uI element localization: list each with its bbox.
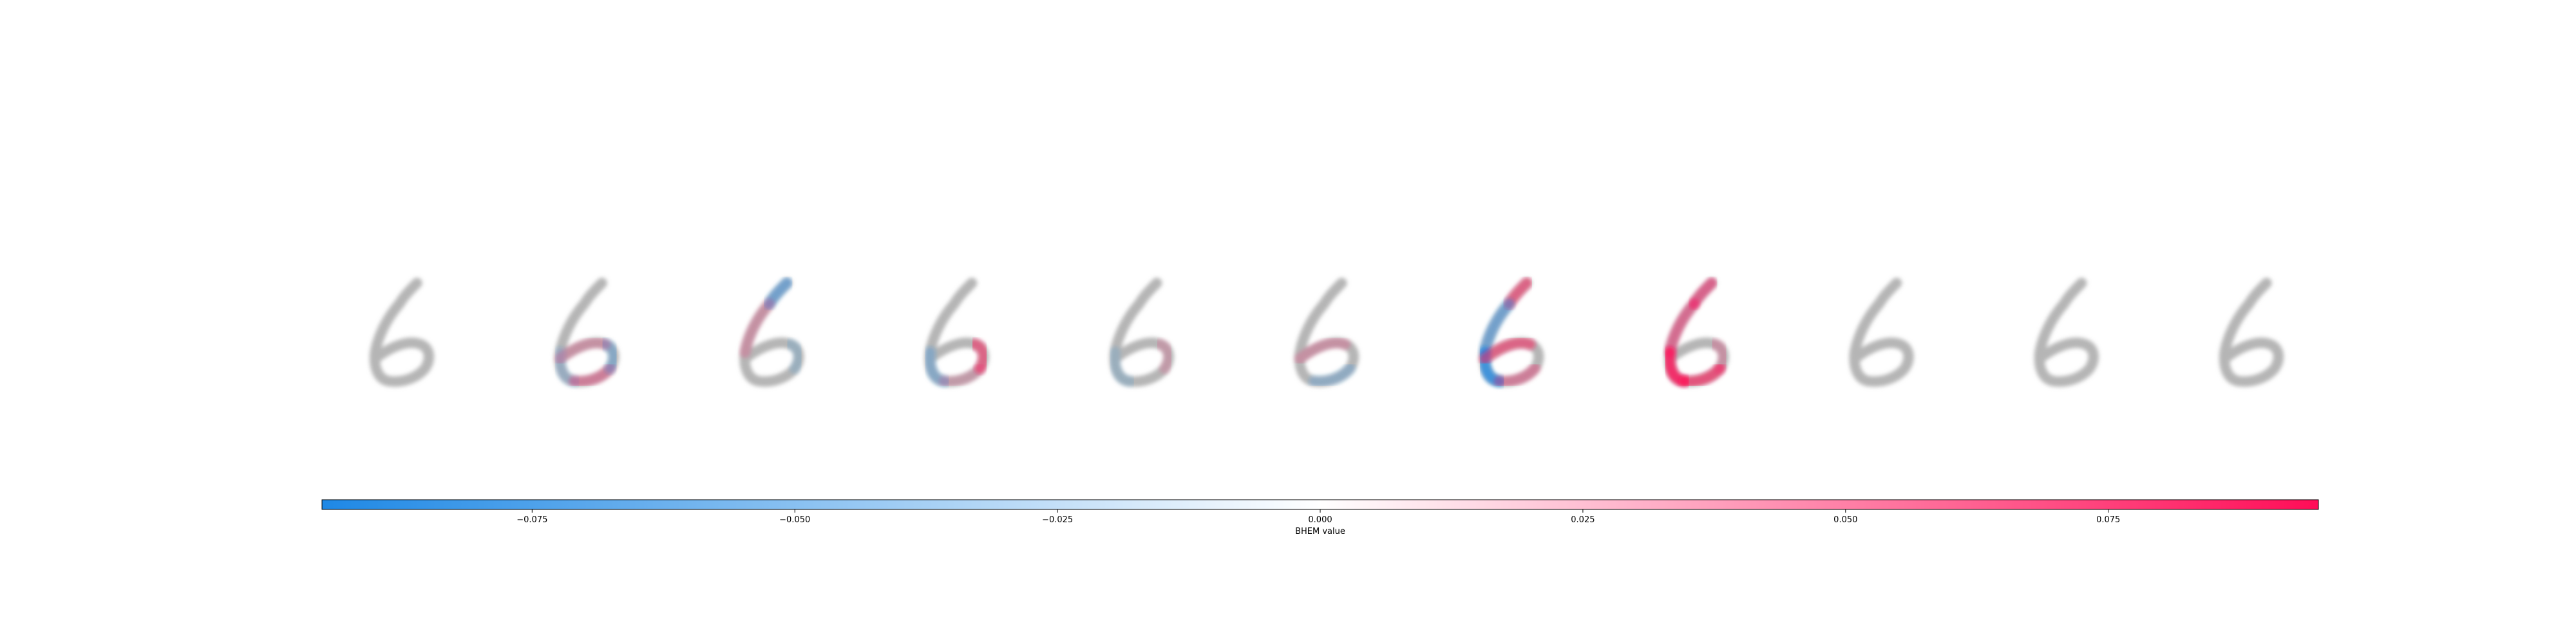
attribution-loop-bottom xyxy=(1684,368,1719,381)
panel-explanation-5 xyxy=(1300,283,1354,382)
attribution-loop-right xyxy=(1715,345,1724,369)
panel-explanation-10 xyxy=(2224,283,2278,382)
colorbar-tick-label: 0.075 xyxy=(2096,515,2121,525)
attribution-loop-bottom xyxy=(574,368,610,381)
digit-stroke xyxy=(375,283,429,382)
colorbar xyxy=(322,500,2318,536)
panel-explanation-8 xyxy=(1855,283,1909,382)
panel-explanation-7 xyxy=(1669,283,1723,382)
panel-explanation-4 xyxy=(1115,283,1169,382)
attribution-loop-right xyxy=(790,345,799,369)
attribution-loop-bottom xyxy=(1499,368,1535,381)
attribution-loop-bottom xyxy=(1314,368,1350,381)
colorbar-ticks xyxy=(516,509,2120,525)
digit-stroke xyxy=(2224,283,2278,382)
attribution-loop-right xyxy=(1160,345,1169,369)
colorbar-tick-label: −0.025 xyxy=(1042,515,1074,525)
panel-explanation-3 xyxy=(930,283,984,382)
panel-original xyxy=(375,283,429,382)
panel-explanation-2 xyxy=(744,283,799,382)
image-panels xyxy=(375,283,2278,382)
digit-stroke xyxy=(1855,283,1909,382)
panel-explanation-9 xyxy=(2040,283,2094,382)
colorbar-gradient xyxy=(322,500,2318,509)
colorbar-label: BHEM value xyxy=(1295,527,1345,536)
panel-explanation-1 xyxy=(560,283,614,382)
colorbar-tick-label: −0.075 xyxy=(516,515,548,525)
digit-stroke xyxy=(2040,283,2094,382)
colorbar-tick-label: −0.050 xyxy=(779,515,811,525)
colorbar-tick-label: 0.050 xyxy=(1833,515,1858,525)
colorbar-tick-label: 0.025 xyxy=(1571,515,1595,525)
attribution-loop-bottom xyxy=(945,368,980,381)
panel-explanation-6 xyxy=(1484,283,1539,382)
colorbar-tick-label: 0.000 xyxy=(1308,515,1332,525)
